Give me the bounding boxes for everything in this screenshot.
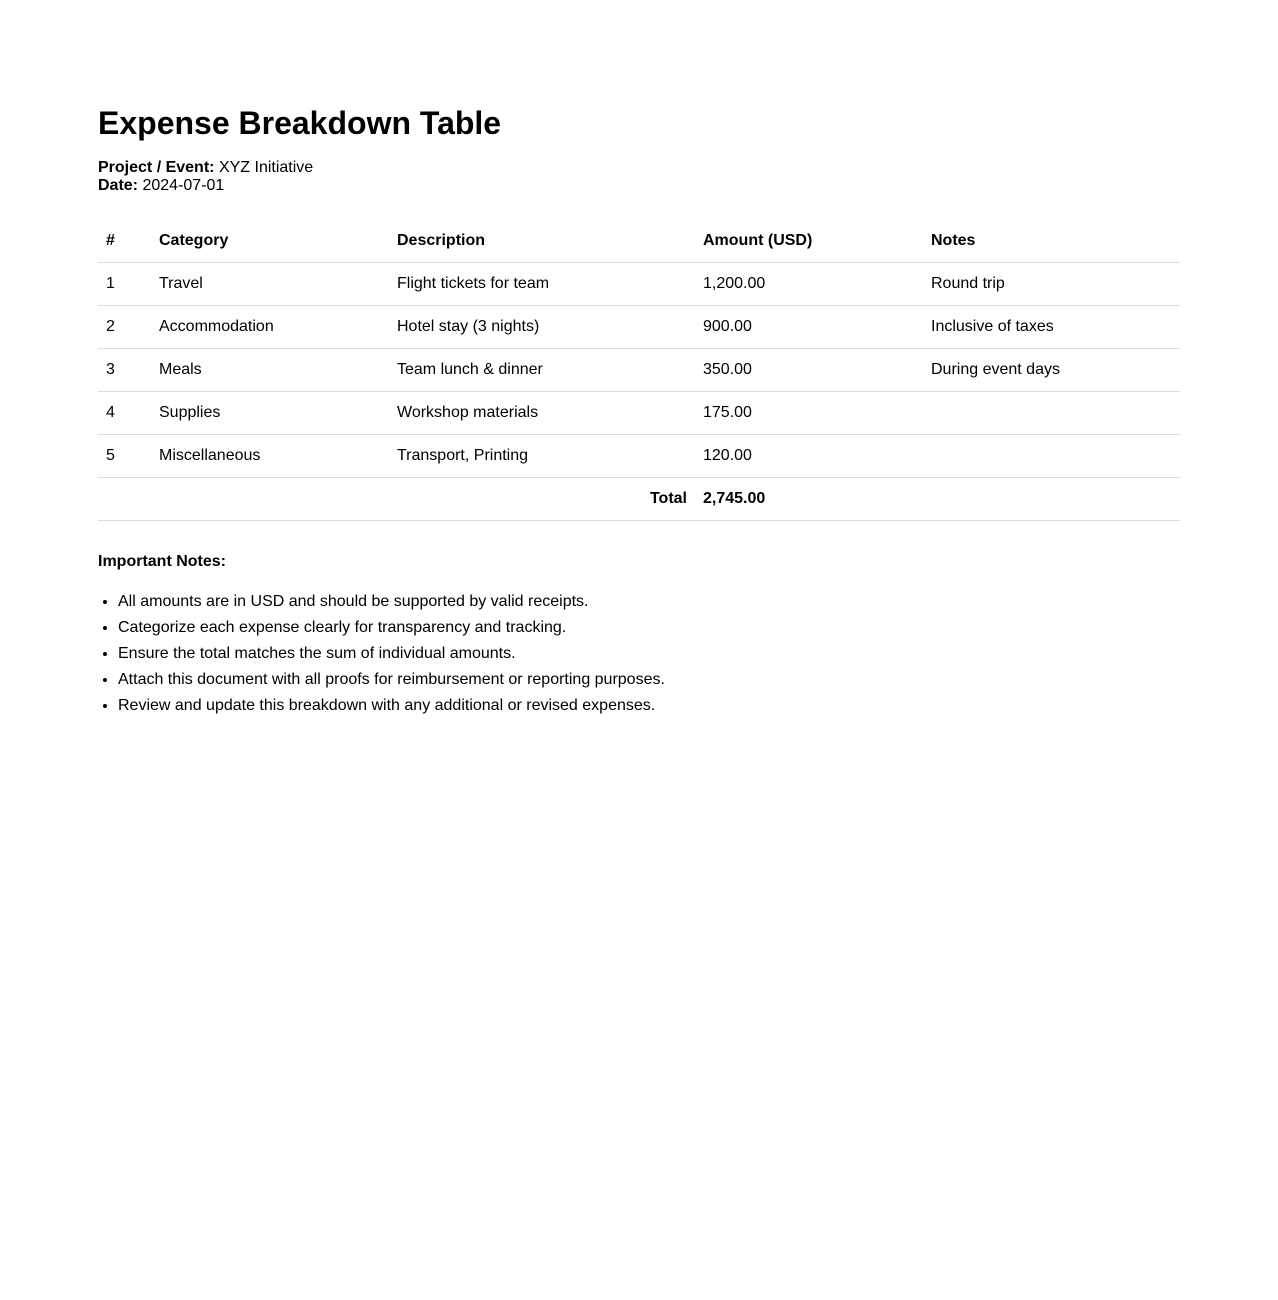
list-item: • All amounts are in USD and should be supported by valid receipts. [118,593,1180,611]
list-item: • Ensure the total matches the sum of individual amounts. [118,645,1180,663]
total-label: Total [98,478,695,521]
total-notes-empty [923,478,1180,521]
table-row [98,392,1180,435]
list-item: • Review and update this breakdown with any additional or revised expenses. [118,697,1180,715]
row-number: 1 [98,263,151,306]
row-description: Flight tickets for team [389,263,695,306]
notes-list [98,593,1180,715]
total-row [98,478,1180,521]
table-row [98,435,1180,478]
notes-title: Important Notes: [98,553,226,570]
table-header-row [98,220,1180,263]
project-value: XYZ Initiative [218,159,314,176]
row-amount: 900.00 [695,306,923,349]
table-row [98,263,1180,306]
row-description: Transport, Printing [389,435,695,478]
project-line [98,159,1180,177]
row-notes: Inclusive of taxes [923,306,1180,349]
row-description: Hotel stay (3 nights) [389,306,695,349]
date-value: 2024-07-01 [142,177,225,194]
table-row [98,306,1180,349]
header-category: Category [151,220,389,263]
row-category: Travel [151,263,389,306]
row-notes [923,392,1180,435]
header-number: # [98,220,151,263]
project-label: Project / Event: [98,159,215,176]
date-label: Date: [98,177,139,194]
row-amount: 120.00 [695,435,923,478]
row-description: Workshop materials [389,392,695,435]
header-description: Description [389,220,695,263]
row-number: 2 [98,306,151,349]
row-number: 4 [98,392,151,435]
row-number: 3 [98,349,151,392]
row-category: Meals [151,349,389,392]
expense-table [98,220,1180,521]
row-description: Team lunch & dinner [389,349,695,392]
row-notes: Round trip [923,263,1180,306]
row-category: Accommodation [151,306,389,349]
table-row [98,349,1180,392]
date-line [98,177,1180,195]
row-notes: During event days [923,349,1180,392]
row-category: Supplies [151,392,389,435]
row-notes [923,435,1180,478]
header-amount: Amount (USD) [695,220,923,263]
row-number: 5 [98,435,151,478]
total-value: 2,745.00 [695,478,923,521]
row-category: Miscellaneous [151,435,389,478]
page-title: Expense Breakdown Table [98,105,502,141]
list-item: • Attach this document with all proofs for reimbursement or reporting purposes. [118,671,1180,689]
row-amount: 175.00 [695,392,923,435]
header-notes: Notes [923,220,1180,263]
document-meta [98,159,1180,195]
list-item: • Categorize each expense clearly for transparency and tracking. [118,619,1180,637]
row-amount: 1,200.00 [695,263,923,306]
row-amount: 350.00 [695,349,923,392]
